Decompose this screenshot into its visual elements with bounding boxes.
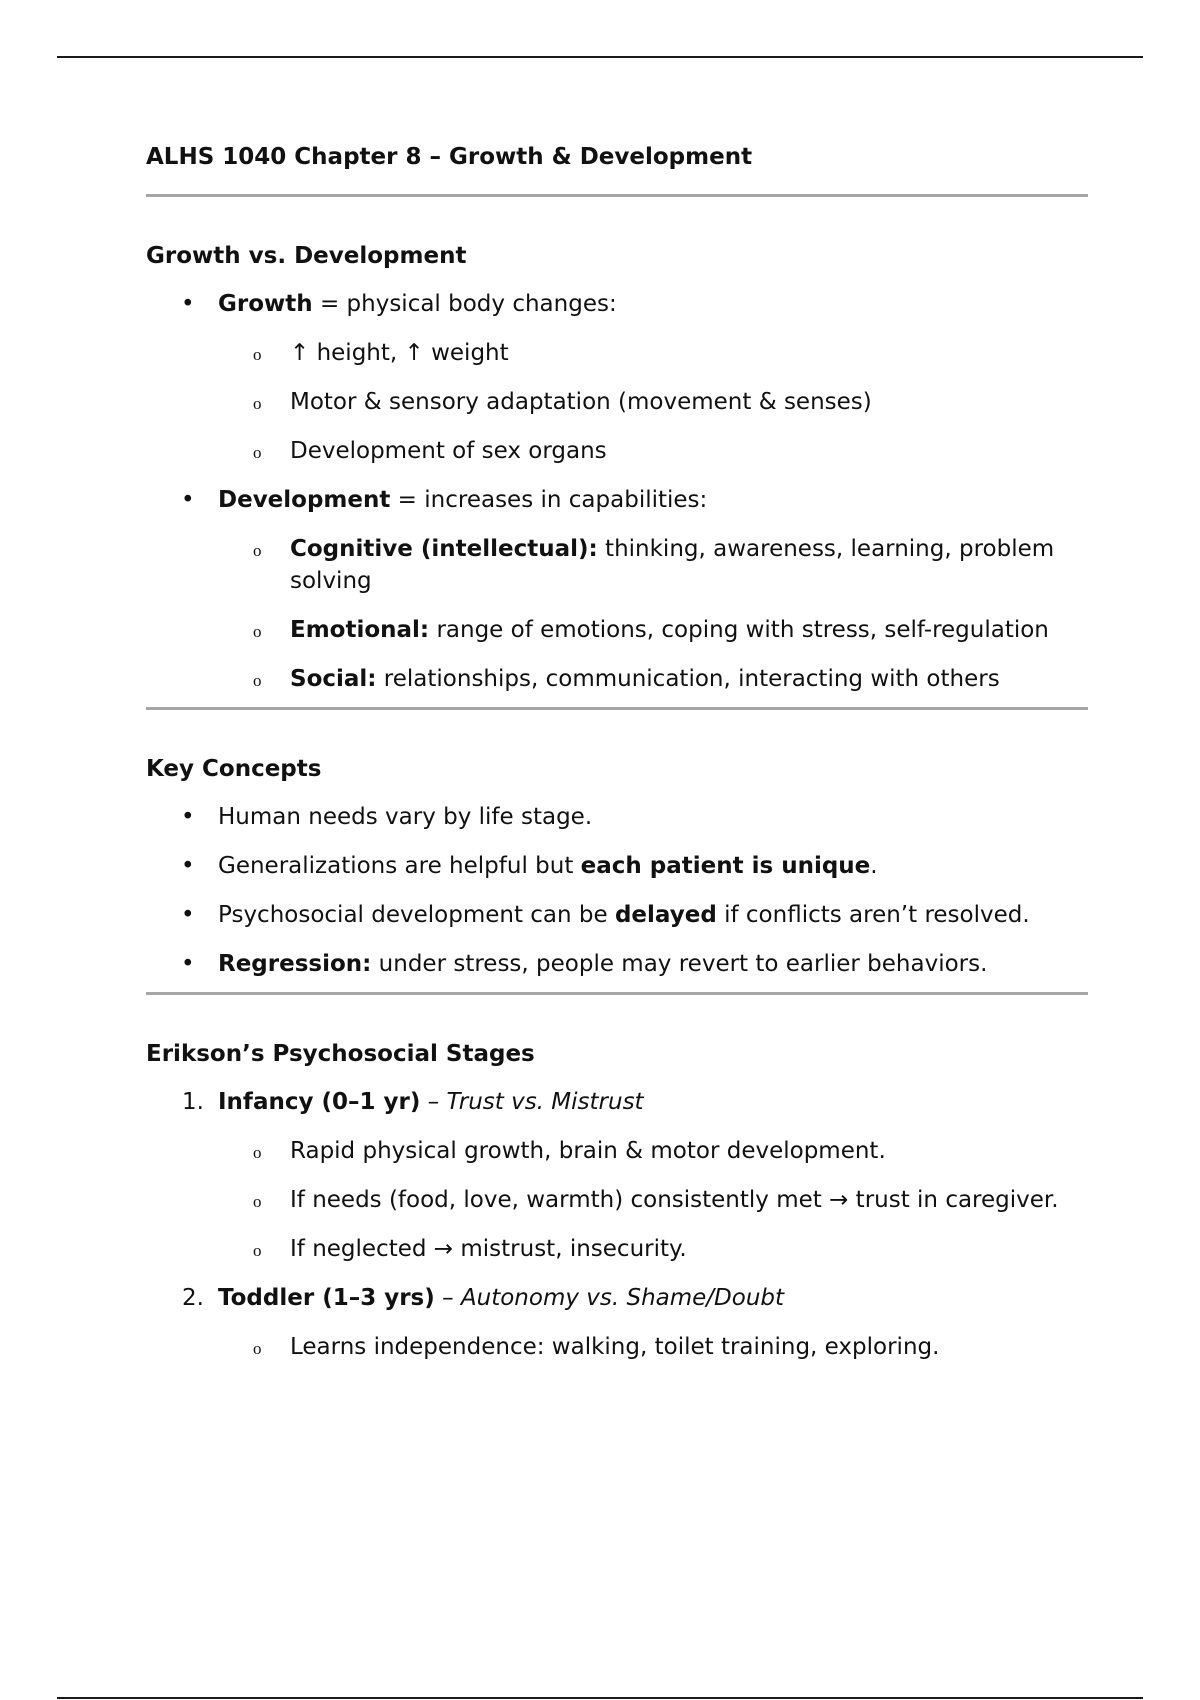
list-item: [218, 663, 1088, 695]
list-item: [146, 801, 1088, 833]
sub-bullet-marker: o: [253, 345, 262, 364]
list-item-emphasis: Regression:: [218, 951, 372, 977]
list-item-label: Emotional:: [290, 617, 430, 643]
page-bottom-rule: [57, 1697, 1143, 1699]
list-item-text: Generalizations are helpful but: [218, 853, 581, 879]
stage-conflict: Autonomy vs. Shame/Doubt: [460, 1285, 785, 1311]
title-divider: [146, 194, 1088, 197]
bullet-marker: •: [181, 853, 195, 879]
bullet-marker: •: [181, 804, 195, 830]
section-divider: [146, 992, 1088, 995]
stage-separator: –: [420, 1089, 447, 1115]
growth-development-list: [146, 288, 1088, 695]
list-item-emphasis: each patient is unique: [580, 853, 871, 879]
list-item-text: Psychosocial development can be: [218, 902, 615, 928]
list-item: [218, 386, 1088, 418]
bullet-marker: •: [181, 951, 195, 977]
development-definition: = increases in capabilities:: [390, 487, 708, 513]
sub-bullet-marker: o: [253, 1241, 262, 1260]
list-item: [146, 899, 1088, 931]
list-item-label: Social:: [290, 666, 377, 692]
erikson-stages-section: [146, 1039, 1088, 1363]
stage-name: Infancy (0–1 yr): [218, 1089, 421, 1115]
bullet-marker: •: [181, 487, 195, 513]
stage-separator: –: [434, 1285, 461, 1311]
page-top-rule: [57, 56, 1143, 58]
term-development: Development: [218, 487, 391, 513]
key-concepts-section: [146, 754, 1088, 980]
list-item: [218, 1331, 1088, 1363]
list-item: [146, 850, 1088, 882]
list-item-development: [146, 484, 1088, 695]
list-item-text: .: [870, 853, 878, 879]
growth-sublist: [218, 337, 1088, 467]
growth-definition: = physical body changes:: [312, 291, 617, 317]
list-item-label: Cognitive (intellectual):: [290, 536, 598, 562]
list-item-text: range of emotions, coping with stress, self-regulation: [429, 617, 1049, 643]
list-item: [146, 948, 1088, 980]
list-item-text: under stress, people may revert to earlier behaviors.: [371, 951, 988, 977]
stage-infancy: [146, 1086, 1088, 1265]
sub-bullet-marker: o: [253, 394, 262, 413]
sub-bullet-marker: o: [253, 541, 262, 560]
development-sublist: [218, 533, 1088, 695]
list-item-text: Motor & sensory adaptation (movement & senses): [290, 389, 872, 415]
bullet-marker: •: [181, 902, 195, 928]
stage-conflict: Trust vs. Mistrust: [446, 1089, 644, 1115]
stage-toddler: [146, 1282, 1088, 1363]
sub-bullet-marker: o: [253, 671, 262, 690]
stage-details: [218, 1135, 1088, 1265]
bullet-marker: •: [181, 291, 195, 317]
section-divider: [146, 707, 1088, 710]
list-item-text: If neglected → mistrust, insecurity.: [290, 1236, 687, 1262]
list-item-emphasis: delayed: [614, 902, 717, 928]
list-item: [218, 435, 1088, 467]
section-heading: Key Concepts: [146, 756, 322, 782]
list-item-text: thinking, awareness, learning, problem solving: [290, 536, 1055, 594]
list-item-text: Development of sex organs: [290, 438, 607, 464]
list-item-text: Learns independence: walking, toilet training, exploring.: [290, 1334, 940, 1360]
growth-vs-development-section: [146, 241, 1088, 695]
sub-bullet-marker: o: [253, 443, 262, 462]
sub-bullet-marker: o: [253, 1339, 262, 1358]
list-item: [218, 1135, 1088, 1167]
erikson-stages-list: [146, 1086, 1088, 1363]
sub-bullet-marker: o: [253, 1192, 262, 1211]
sub-bullet-marker: o: [253, 622, 262, 641]
list-item-growth: [146, 288, 1088, 467]
list-item: [218, 1184, 1088, 1216]
list-item-text: Human needs vary by life stage.: [218, 804, 593, 830]
stage-number: 1.: [182, 1089, 204, 1115]
stage-name: Toddler (1–3 yrs): [218, 1285, 435, 1311]
stage-details: [218, 1331, 1088, 1363]
section-heading: Erikson’s Psychosocial Stages: [146, 1041, 535, 1067]
list-item-text: If needs (food, love, warmth) consistently met → trust in caregiver.: [290, 1187, 1059, 1213]
stage-number: 2.: [182, 1285, 204, 1311]
list-item-text: Rapid physical growth, brain & motor development.: [290, 1138, 886, 1164]
page-title: ALHS 1040 Chapter 8 – Growth & Development: [146, 144, 753, 170]
document-body: [146, 142, 1088, 1380]
list-item: [218, 533, 1088, 597]
list-item-text: if conflicts aren’t resolved.: [716, 902, 1030, 928]
section-heading: Growth vs. Development: [146, 243, 467, 269]
list-item: [218, 337, 1088, 369]
term-growth: Growth: [218, 291, 313, 317]
list-item: [218, 614, 1088, 646]
list-item-text: ↑ height, ↑ weight: [290, 340, 509, 366]
sub-bullet-marker: o: [253, 1143, 262, 1162]
list-item-text: relationships, communication, interacting with others: [376, 666, 1000, 692]
key-concepts-list: [146, 801, 1088, 980]
list-item: [218, 1233, 1088, 1265]
